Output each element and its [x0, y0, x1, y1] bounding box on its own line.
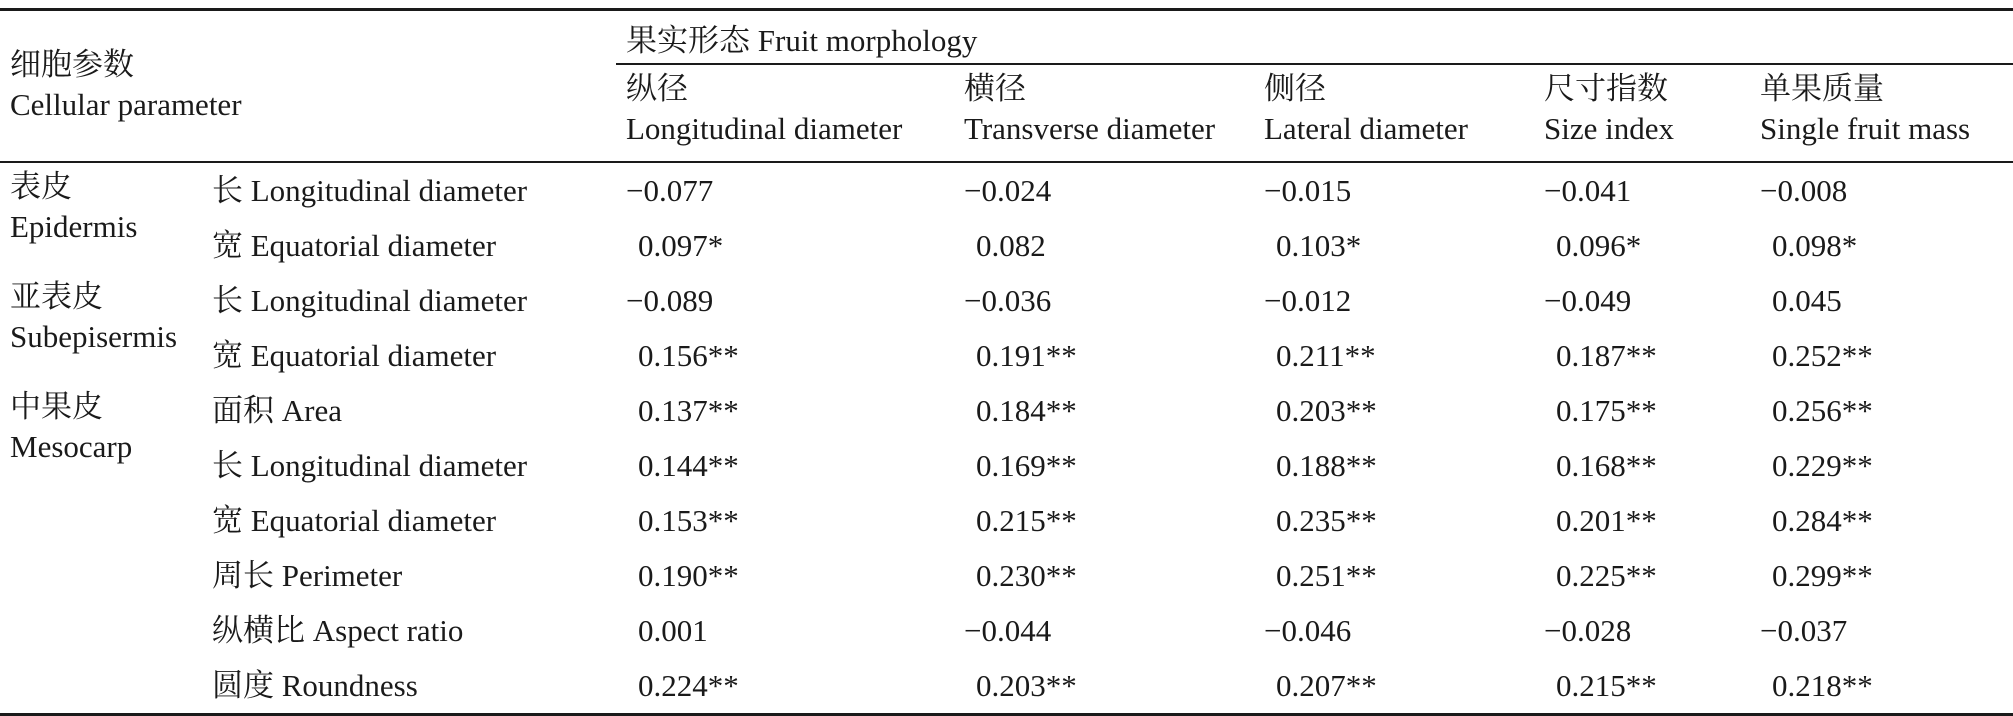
table-cell: 0.168** — [1556, 447, 1657, 483]
table-cell: 0.187** — [1556, 337, 1657, 373]
table-cell: 0.103* — [1276, 227, 1362, 263]
table-cell: 0.218** — [1772, 667, 1873, 703]
table-cell: 0.188** — [1276, 447, 1377, 483]
table-cell: −0.037 — [1760, 612, 1848, 648]
group-label-cn: 中果皮 — [10, 389, 103, 424]
table-cell: 0.144** — [638, 447, 739, 483]
table-cell: 0.299** — [1772, 557, 1873, 593]
table-cell: 0.169** — [976, 447, 1077, 483]
column-header-cn: 尺寸指数 — [1544, 71, 1668, 106]
table-cell: 0.156** — [638, 337, 739, 373]
table-cell: 0.191** — [976, 337, 1077, 373]
table-cell: 0.098* — [1772, 227, 1858, 263]
table-cell: 0.215** — [1556, 667, 1657, 703]
table-row — [0, 438, 2013, 493]
table-cell: −0.012 — [1264, 282, 1352, 318]
row-label: 长 Longitudinal diameter — [212, 447, 528, 483]
table-row — [0, 548, 2013, 603]
table-cell: 0.225** — [1556, 557, 1657, 593]
column-header-en: Lateral diameter — [1264, 111, 1468, 146]
table-cell: −0.041 — [1544, 172, 1632, 208]
group-label-mesocarp — [0, 383, 202, 715]
table-cell: −0.015 — [1264, 172, 1352, 208]
table-cell: 0.203** — [976, 667, 1077, 703]
column-header-cn: 侧径 — [1264, 71, 1326, 106]
table-cell: 0.229** — [1772, 447, 1873, 483]
table-cell: 0.082 — [976, 227, 1046, 263]
table-cell: 0.215** — [976, 502, 1077, 538]
table-cell: 0.284** — [1772, 502, 1873, 538]
table-cell: −0.036 — [964, 282, 1052, 318]
column-header-transverse — [954, 64, 1254, 162]
column-header-single-fruit-mass — [1750, 64, 2013, 162]
table-cell: −0.049 — [1544, 282, 1632, 318]
table-cell: 0.211** — [1276, 337, 1376, 373]
table-cell: 0.190** — [638, 557, 739, 593]
column-header-en: Transverse diameter — [964, 111, 1216, 146]
table-cell: 0.203** — [1276, 392, 1377, 428]
table-cell: 0.224** — [638, 667, 739, 703]
cellular-parameter-header — [0, 10, 616, 163]
cellular-parameter-cn: 细胞参数 — [10, 47, 134, 82]
table-cell: 0.137** — [638, 392, 739, 428]
table-row — [0, 658, 2013, 715]
table-row — [0, 273, 2013, 328]
group-label-cn: 亚表皮 — [10, 279, 103, 314]
table-row — [0, 328, 2013, 383]
column-header-lateral — [1254, 64, 1534, 162]
table-cell: 0.175** — [1556, 392, 1657, 428]
column-header-cn: 单果质量 — [1760, 71, 1884, 106]
column-header-en: Single fruit mass — [1760, 111, 1971, 146]
group-label-en: Subepisermis — [10, 319, 178, 354]
fruit-morphology-header: 果实形态 Fruit morphology — [616, 10, 2013, 65]
table-cell: 0.230** — [976, 557, 1077, 593]
table-cell: 0.153** — [638, 502, 739, 538]
table-cell: 0.045 — [1772, 282, 1842, 318]
table-cell: 0.251** — [1276, 557, 1377, 593]
table-cell: 0.252** — [1772, 337, 1873, 373]
table-row — [0, 218, 2013, 273]
table-row — [0, 603, 2013, 658]
row-label: 宽 Equatorial diameter — [212, 502, 497, 538]
column-header-longitudinal — [616, 64, 954, 162]
row-label: 长 Longitudinal diameter — [212, 172, 528, 208]
column-header-en: Size index — [1544, 111, 1674, 146]
row-label: 圆度 Roundness — [212, 667, 418, 703]
row-label: 宽 Equatorial diameter — [212, 227, 497, 263]
table-cell: −0.089 — [626, 282, 714, 318]
table-cell: −0.028 — [1544, 612, 1632, 648]
table-cell: −0.046 — [1264, 612, 1352, 648]
column-header-cn: 纵径 — [626, 71, 688, 106]
group-label-cn: 表皮 — [10, 169, 72, 204]
column-header-size-index — [1534, 64, 1750, 162]
table-row — [0, 383, 2013, 438]
table-cell: 0.096* — [1556, 227, 1642, 263]
table-cell: 0.207** — [1276, 667, 1377, 703]
group-label-subepidermis — [0, 273, 202, 383]
column-header-en: Longitudinal diameter — [626, 111, 903, 146]
row-label: 周长 Perimeter — [212, 557, 403, 593]
row-label: 纵横比 Aspect ratio — [212, 612, 464, 648]
table-cell: 0.256** — [1772, 392, 1873, 428]
table-cell: −0.008 — [1760, 172, 1848, 208]
table-row — [0, 162, 2013, 218]
cellular-parameter-en: Cellular parameter — [10, 87, 242, 122]
table-cell: 0.201** — [1556, 502, 1657, 538]
table-cell: 0.235** — [1276, 502, 1377, 538]
group-label-epidermis — [0, 162, 202, 273]
row-label: 宽 Equatorial diameter — [212, 337, 497, 373]
group-label-en: Epidermis — [10, 209, 138, 244]
column-header-cn: 横径 — [964, 71, 1026, 106]
table-cell: −0.024 — [964, 172, 1052, 208]
group-label-en: Mesocarp — [10, 429, 133, 464]
table-cell: 0.001 — [638, 612, 708, 648]
table-cell: −0.044 — [964, 612, 1052, 648]
correlation-table — [0, 8, 2013, 716]
row-label: 长 Longitudinal diameter — [212, 282, 528, 318]
table-cell: 0.097* — [638, 227, 724, 263]
table-cell: −0.077 — [626, 172, 714, 208]
row-label: 面积 Area — [212, 392, 342, 428]
table-row — [0, 493, 2013, 548]
table-cell: 0.184** — [976, 392, 1077, 428]
